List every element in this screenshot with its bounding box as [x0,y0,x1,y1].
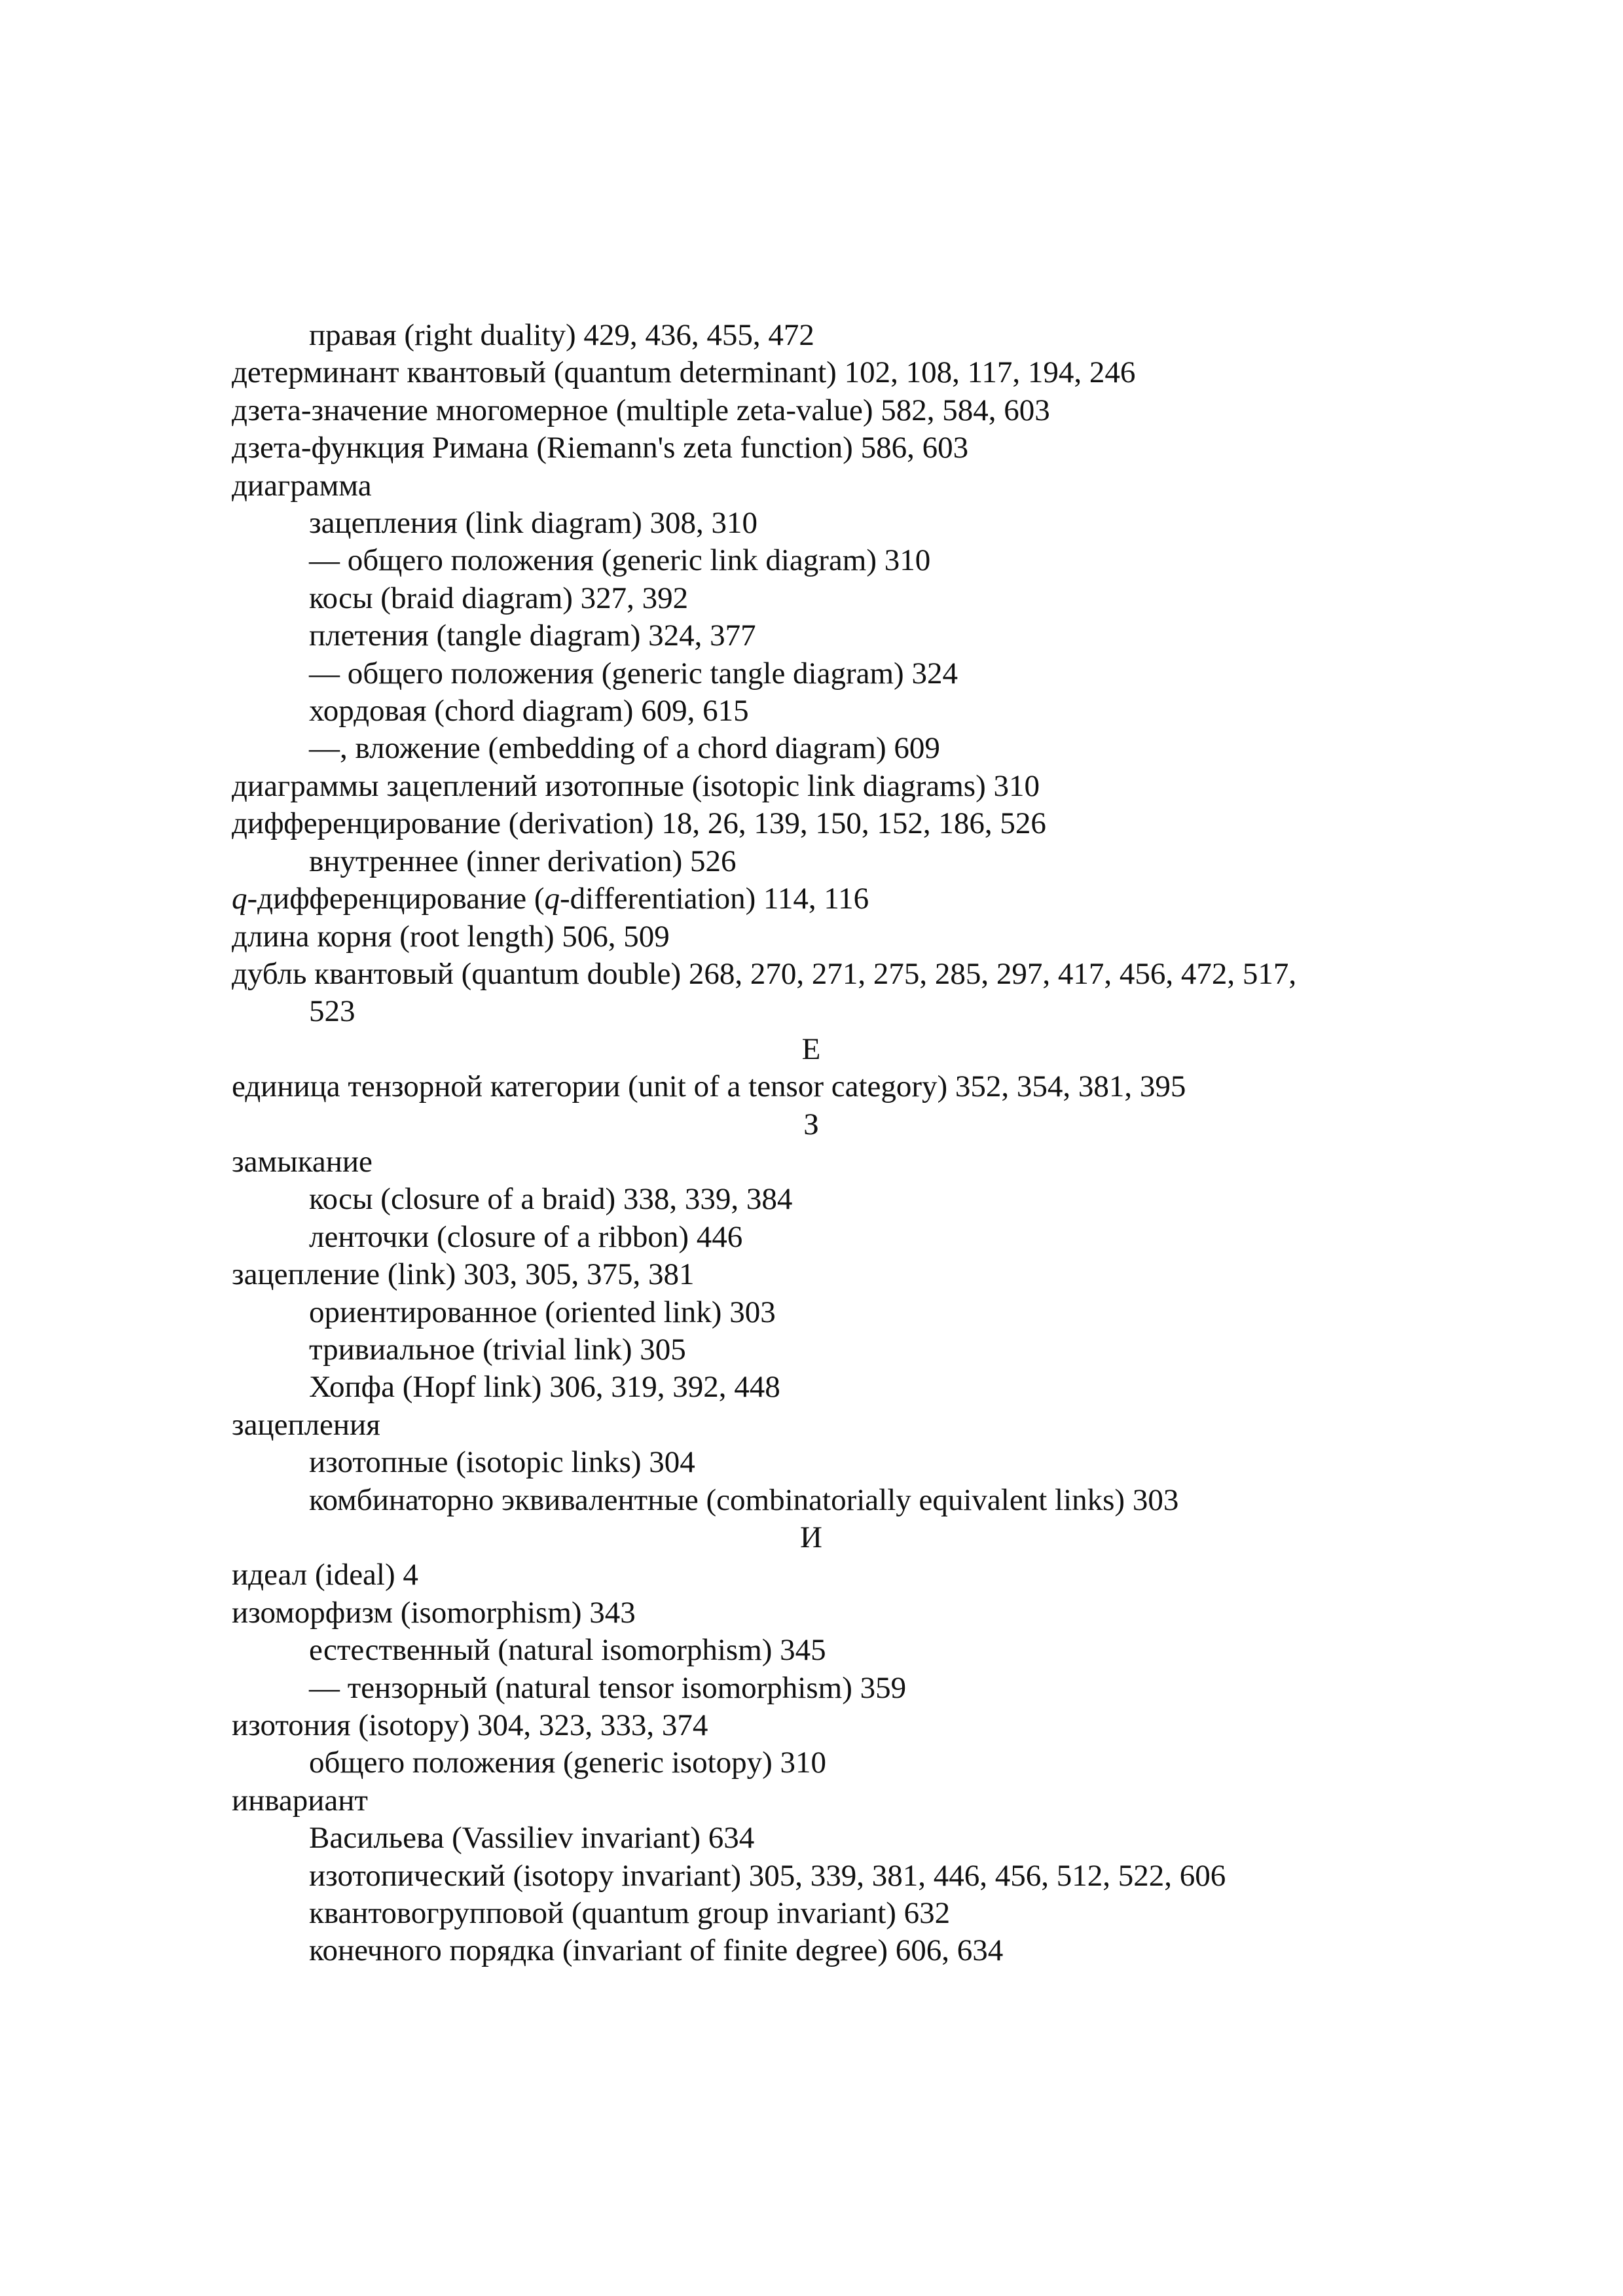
index-entry: дубль квантовый (quantum double) 268, 270, 271, 275, 285, 297, 417, 456, 472, 517, [232,956,1297,991]
index-entry: идеал (ideal) 4 [232,1558,418,1592]
index-subentry: Хопфа (Hopf link) 306, 319, 392, 448 [309,1370,780,1405]
index-subentry: ориентированное (oriented link) 303 [309,1295,776,1329]
italic-variable: q [232,882,247,916]
index-entry: дифференцирование (derivation) 18, 26, 139, 150, 152, 186, 526 [232,806,1046,841]
index-entry: зацепление (link) 303, 305, 375, 381 [232,1257,695,1292]
index-subentry: — общего положения (generic link diagram) 310 [309,543,931,578]
index-subentry: — общего положения (generic tangle diagram) 324 [309,656,958,691]
index-entry: детерминант квантовый (quantum determinant) 102, 108, 117, 194, 246 [232,355,1136,390]
index-subentry: Васильева (Vassiliev invariant) 634 [309,1821,755,1856]
index-entry: инвариант [232,1783,368,1818]
index-subentry: ленточки (closure of a ribbon) 446 [309,1219,743,1254]
subject-index [232,317,1476,1970]
index-entry: изотония (isotopy) 304, 323, 333, 374 [232,1708,708,1743]
italic-variable: q [544,882,560,916]
section-letter-heading: З [803,1107,819,1141]
index-entry [232,880,1476,918]
index-entry: изоморфизм (isomorphism) 343 [232,1595,636,1630]
index-subentry: комбинаторно эквивалентные (combinatorially equivalent links) 303 [309,1482,1179,1517]
entry-text: -differentiation) 114, 116 [560,882,869,916]
index-subentry: 523 [309,994,356,1029]
entry-text: -дифференцирование ( [247,882,545,916]
index-subentry: правая (right duality) 429, 436, 455, 472 [309,318,814,352]
index-subentry: конечного порядка (invariant of finite degree) 606, 634 [309,1933,1004,1968]
index-subentry: косы (braid diagram) 327, 392 [309,581,689,615]
index-entry: дзета-функция Римана (Riemann's zeta function) 586, 603 [232,431,969,465]
index-subentry: внутреннее (inner derivation) 526 [309,844,737,878]
index-subentry: —, вложение (embedding of a chord diagram) 609 [309,731,940,766]
index-subentry: зацепления (link diagram) 308, 310 [309,506,757,541]
index-entry: диаграммы зацеплений изотопные (isotopic link diagrams) 310 [232,768,1040,803]
index-entry: дзета-значение многомерное (multiple zeta-value) 582, 584, 603 [232,393,1050,427]
index-subentry: хордовая (chord diagram) 609, 615 [309,694,749,728]
index-entry: длина корня (root length) 506, 509 [232,919,670,954]
index-subentry: квантовогрупповой (quantum group invariant) 632 [309,1896,951,1931]
index-subentry: изотопные (isotopic links) 304 [309,1445,695,1480]
index-subentry: — тензорный (natural tensor isomorphism) 359 [309,1670,907,1705]
index-entry: зацепления [232,1407,380,1442]
index-subentry: тривиальное (trivial link) 305 [309,1332,686,1367]
index-subentry: плетения (tangle diagram) 324, 377 [309,619,756,653]
section-letter-heading: И [800,1520,822,1554]
index-subentry: косы (closure of a braid) 338, 339, 384 [309,1182,793,1217]
index-entry: диаграмма [232,468,372,503]
index-subentry: общего положения (generic isotopy) 310 [309,1746,827,1780]
index-subentry: естественный (natural isomorphism) 345 [309,1633,826,1668]
section-letter-heading: Е [801,1031,821,1066]
index-entry: единица тензорной категории (unit of a tensor category) 352, 354, 381, 395 [232,1069,1186,1104]
index-entry: замыкание [232,1144,373,1179]
index-subentry: изотопический (isotopy invariant) 305, 339, 381, 446, 456, 512, 522, 606 [309,1858,1226,1893]
